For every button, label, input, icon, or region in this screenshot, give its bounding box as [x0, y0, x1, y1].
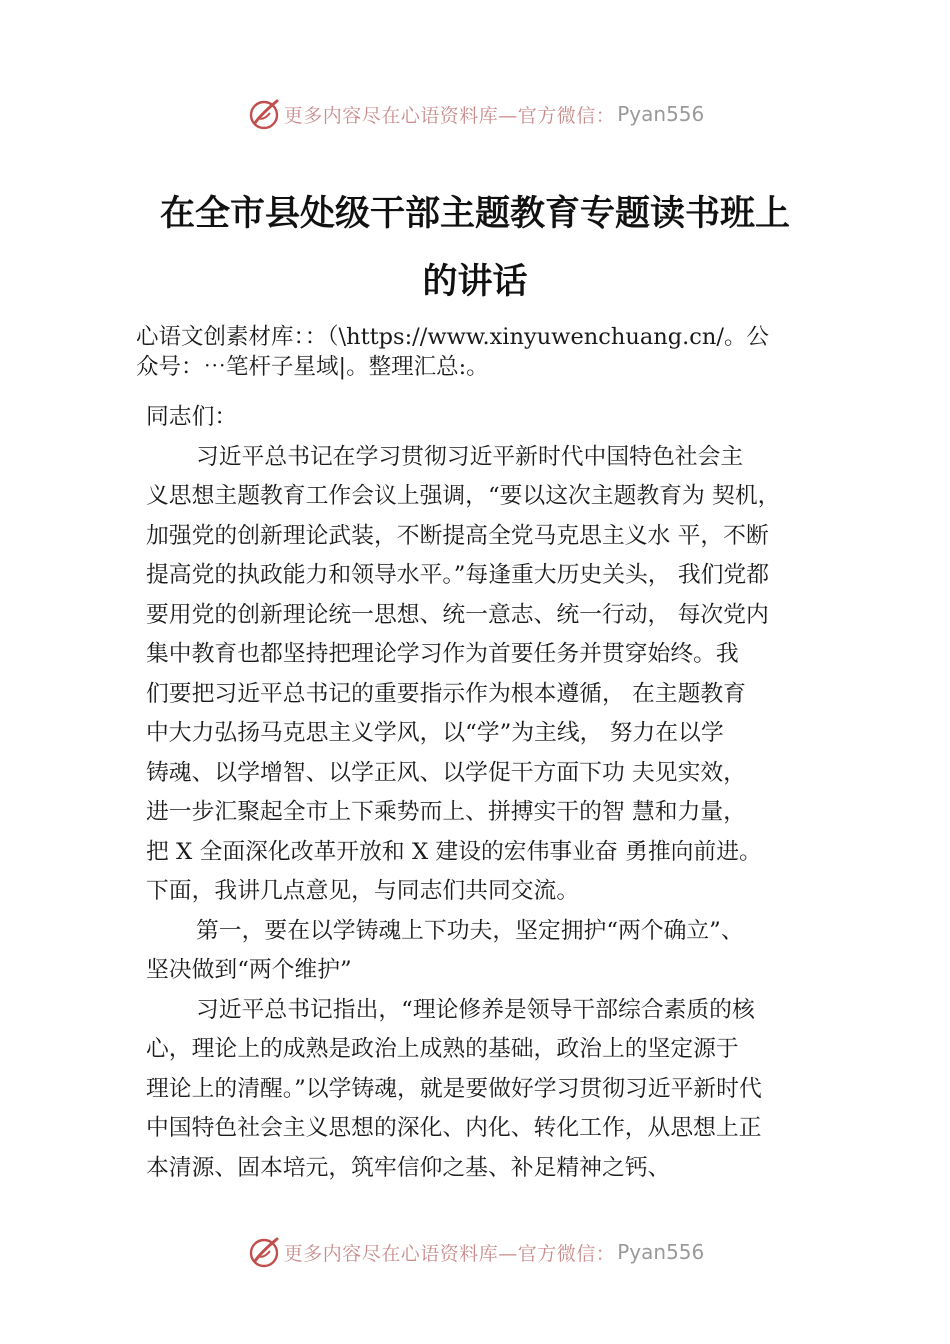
body-line: 中大力弘扬马克思主义学风，以“学”为主线， 努力在以学 [146, 720, 724, 746]
banner-text: 更多内容尽在心语资料库—官方微信： [283, 1242, 616, 1265]
banner-wechat-id: Pyan556 [617, 1240, 705, 1264]
body-line: 习近平总书记在学习贯彻习近平新时代中国特色社会主 [196, 443, 744, 470]
brush-logo-icon [246, 1234, 282, 1270]
body-line: 们要把习近平总书记的重要指示作为根本遵循， 在主题教育 [146, 680, 746, 707]
body-line: 进一步汇聚起全市上下乘势而上、拼搏实干的智 慧和力量， [146, 799, 746, 825]
body-line: 理论上的清醒。”以学铸魂，就是要做好学习贯彻习近平新时代 [146, 1075, 762, 1102]
document-body [146, 398, 826, 1188]
salutation: 同志们： [146, 404, 238, 430]
banner-text: 更多内容尽在心语资料库—官方微信： [283, 104, 616, 127]
body-line: 铸魂、以学增智、以学正风、以学促干方面下功 夫见实效， [146, 759, 746, 786]
brush-logo-icon [246, 96, 282, 132]
body-line: 要用党的创新理论统一思想、统一意志、统一行动， 每次党内 [146, 601, 769, 628]
body-line: 提高党的执政能力和领导水平。”每逢重大历史关头， 我们党都 [146, 562, 770, 588]
document-title-line-2: 的讲话 [422, 261, 528, 302]
source-note-line-1: 心语文创素材库：：（\https://www.xinyuwenchuang.cn/。公 [136, 324, 769, 350]
body-line: 集中教育也都坚持把理论学习作为首要任务并贯穿始终。我 [146, 641, 739, 667]
body-line: 中国特色社会主义思想的深化、内化、转化工作，从思想上正 [146, 1115, 762, 1141]
banner-wechat-id: Pyan556 [617, 102, 705, 126]
header-banner [0, 94, 950, 134]
footer-banner [0, 1232, 950, 1272]
document-title-line-1: 在全市县处级干部主题教育专题读书班上 [159, 193, 790, 234]
section-heading-line: 坚决做到“两个维护” [146, 957, 352, 983]
body-line: 下面，我讲几点意见，与同志们共同交流。 [146, 878, 580, 904]
body-line: 把 X 全面深化改革开放和 X 建设的宏伟事业奋 勇推向前进。 [146, 838, 762, 865]
section-heading-line: 第一，要在以学铸魂上下功夫，坚定拥护“两个确立”、 [196, 917, 744, 944]
body-line: 习近平总书记指出，“理论修养是领导干部综合素质的核 [196, 996, 755, 1023]
body-line: 本清源、固本培元，筑牢信仰之基、补足精神之钙、 [146, 1154, 671, 1181]
source-note-line-2: 众号：⋯笔杆子星域|。整理汇总:。 [136, 354, 489, 380]
body-line: 加强党的创新理论武装，不断提高全党马克思主义水 平，不断 [146, 522, 769, 549]
body-line: 义思想主题教育工作会议上强调，“要以这次主题教育为 契机， [146, 483, 781, 509]
body-line: 心，理论上的成熟是政治上成熟的基础，政治上的坚定源于 [146, 1036, 739, 1062]
